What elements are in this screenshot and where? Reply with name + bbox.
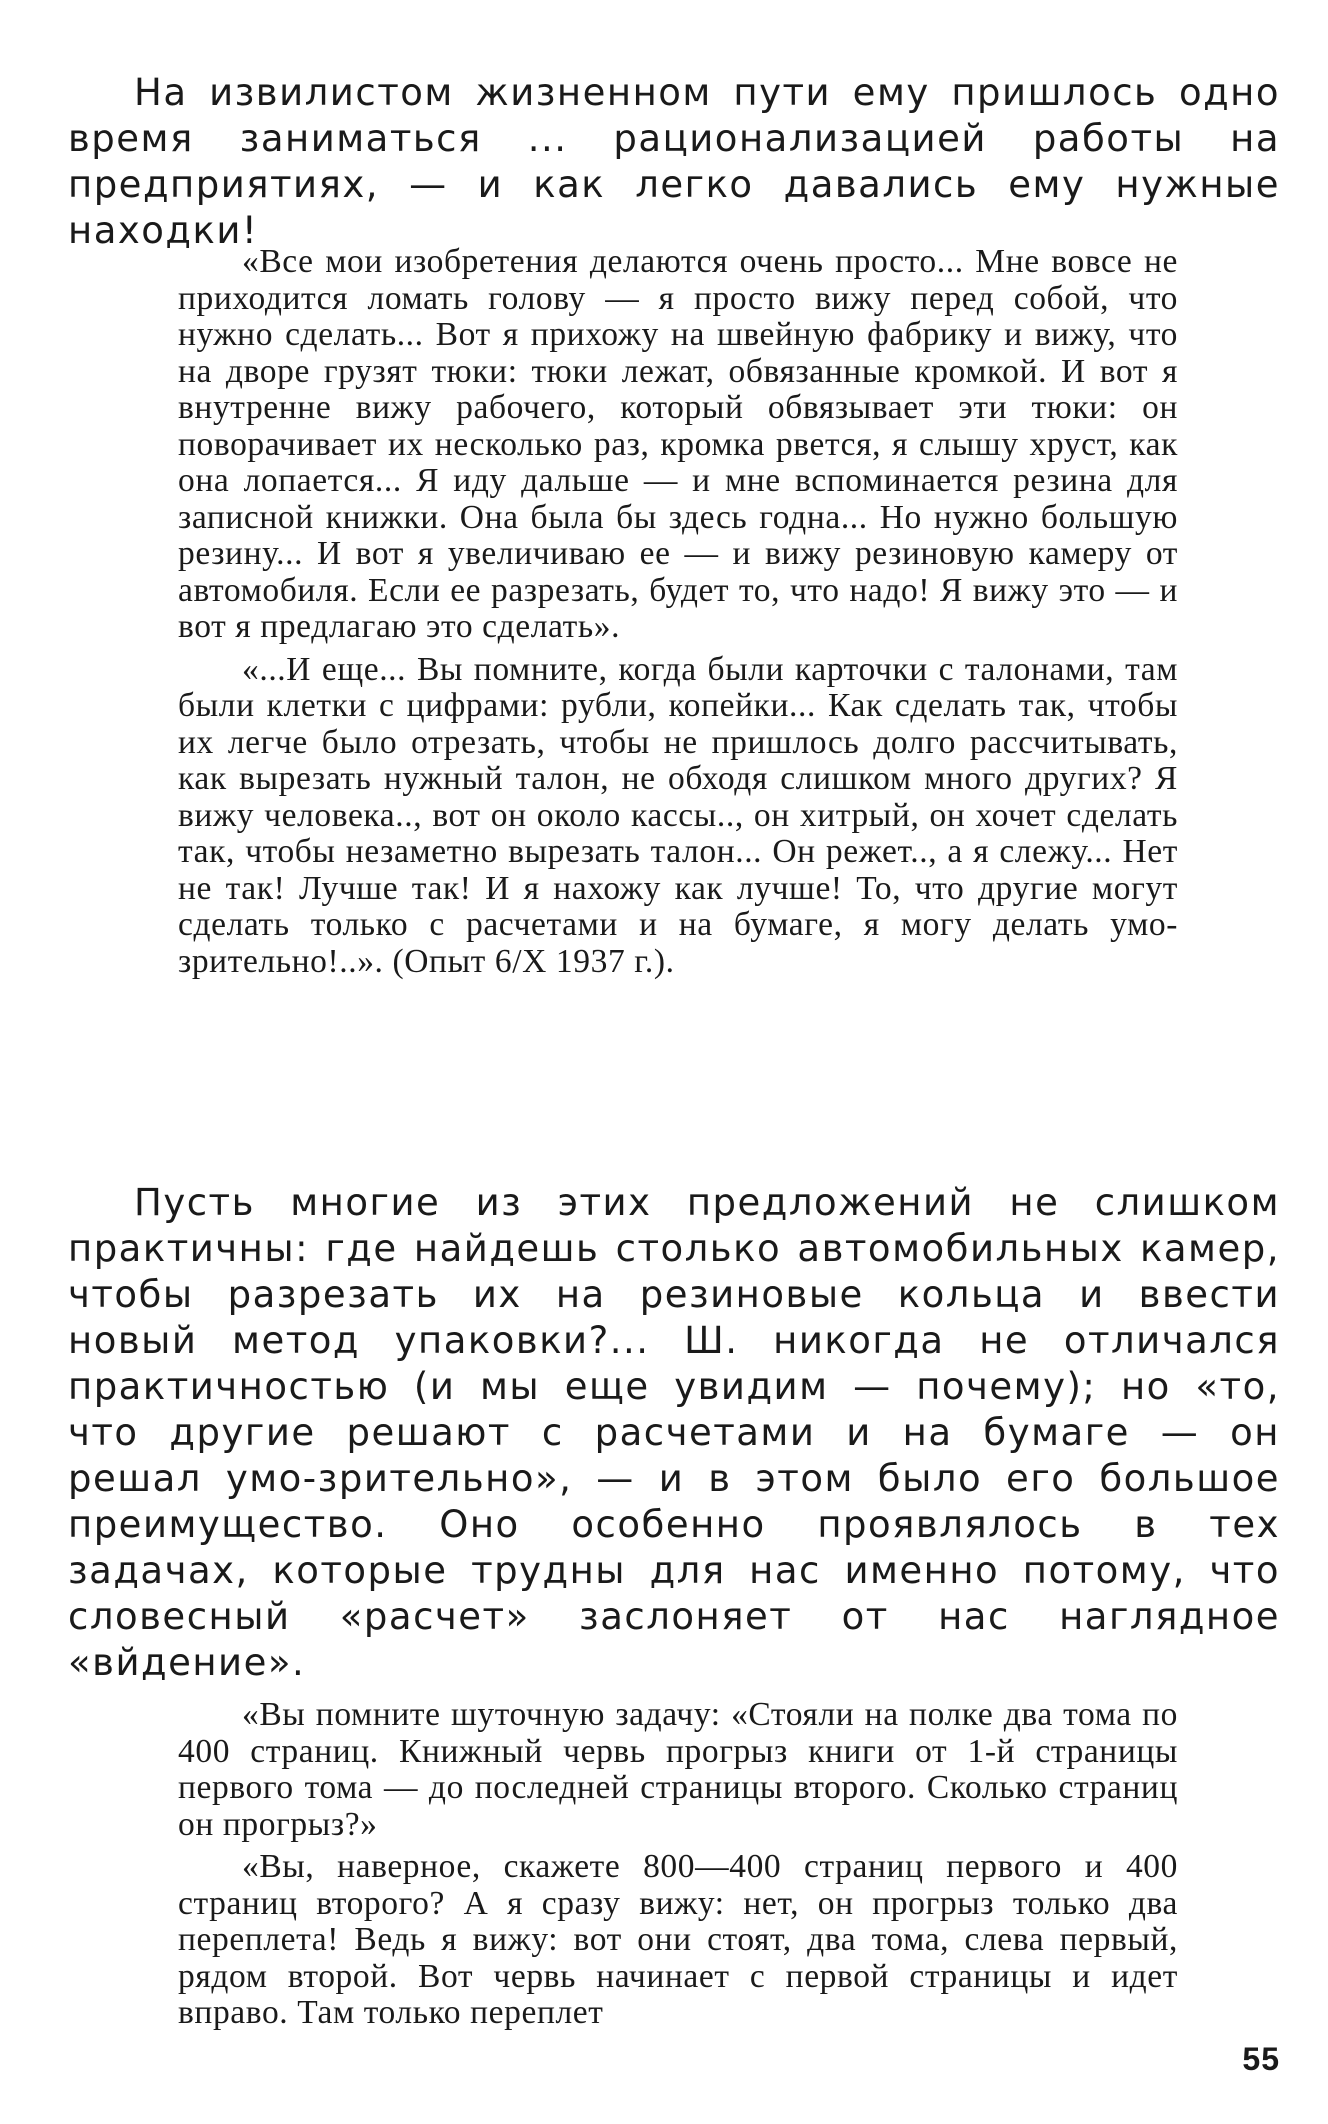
quotation-block-bookworm [178, 1697, 1178, 2032]
quote-paragraph: «Вы помните шуточную задачу: «Стояли на полке два тома по 400 страниц. Книжный червь прогрыз книги от 1-й страницы первого тома — до последней страницы второго. Сколько страниц он прогрыз?» [178, 1696, 1178, 1843]
body-paragraph-intro: На извилистом жизненном пути ему пришлось одно время заниматься ... рационализацией работы на предприятиях, — и как легко давались ему нужные находки! [68, 71, 1280, 252]
quote-paragraph: «Вы, наверное, скажете 800—400 страниц первого и 400 страниц второго? А я сразу вижу: нет, он прогрыз только два переплета! Ведь я вижу: вот они стоят, два тома, слева первый, рядом второй. Вот червь начинает с первой страницы и идет вправо. Там только переплет [178, 1848, 1178, 2031]
body-paragraph-commentary: Пусть многие из этих предложений не слишком практичны: где найдешь столько автомобильных камер, чтобы разрезать их на резиновые кольца и ввести новый метод упаковки?... Ш. никогда не отличался практичностью (и мы еще увидим — почему); но «то, что другие решают с расчетами и на бумаге — он решал умо-зрительно», — и в этом было его большое преимущество. Оно особенно проявлялось в тех задачах, которые трудны для нас именно потому, что словесный «расчет» заслоняет от нас наглядное «вйдение». [68, 1181, 1280, 1684]
body-text-block [68, 1180, 1280, 1686]
quotation-block-inventions [178, 244, 1178, 980]
quote-paragraph: «...И еще... Вы помните, когда были карточки с талонами, там были клетки с цифрами: рубли, копейки... Как сделать так, чтобы их легче было отрезать, чтобы не пришлось долго рассчитывать, как вырезать нужный талон, не обходя слишком много других? Я вижу человека.., вот он около кассы.., он хитрый, он хочет сделать так, чтобы незаметно вырезать талон... Он режет.., а я слежу... Нет не так! Лучше так! И я нахожу как лучше! То, что другие могут сделать только с расчетами и на бумаге, я могу делать умо-зрительно!..». (Опыт 6/X 1937 г.). [178, 650, 1178, 980]
body-text-block [68, 70, 1280, 254]
quote-paragraph: «Все мои изобретения делаются очень просто... Мне вовсе не приходится ломать голову — я просто вижу перед собой, что нужно сделать... Вот я прихожу на швейную фабрику и вижу, что на дворе грузят тюки: тюки лежат, обвязанные кромкой. И вот я внутренне вижу рабочего, который обвязывает эти тюки: он поворачивает их несколько раз, кромка рвется, я слышу хруст, как она лопается... Я иду дальше — и мне вспоминается резина для записной книжки. Она была бы здесь годна... Но нужно большую резину... И вот я увеличиваю ее — и вижу резиновую камеру от автомобиля. Если ее разрезать, будет то, что надо! Я вижу это — и вот я предлагаю это сделать». [178, 243, 1178, 645]
page-number: 55 [1242, 2041, 1280, 2077]
